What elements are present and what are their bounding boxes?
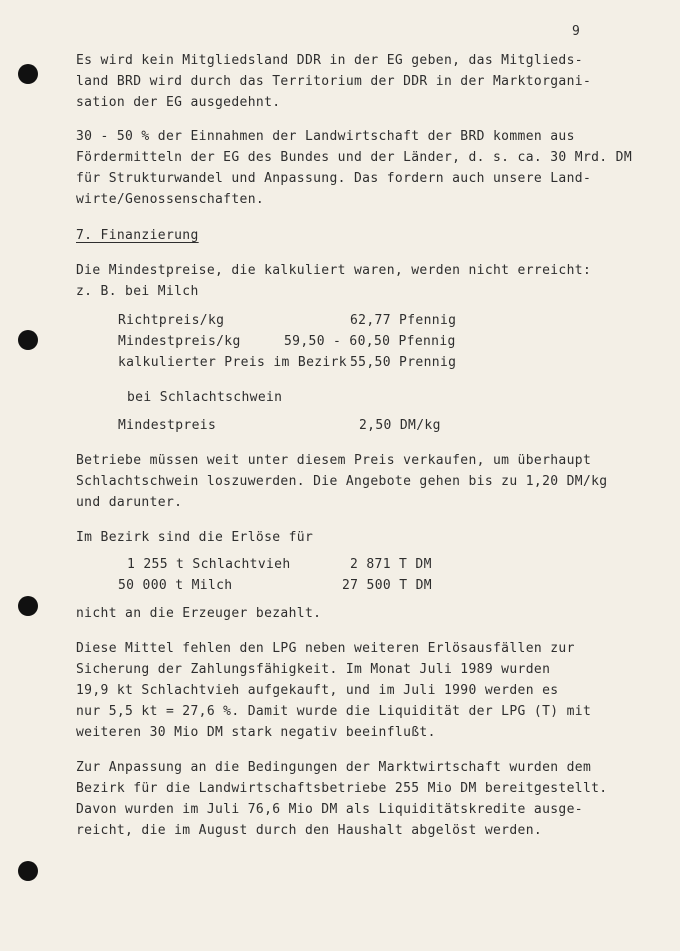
price-value: 59,50 - 60,50 Pfennig (284, 334, 456, 349)
paragraph-line: Fördermitteln der EG des Bundes und der Länder, d. s. ca. 30 Mrd. DM (76, 150, 633, 165)
paragraph-line: Sicherung der Zahlungsfähigkeit. Im Monat Juli 1989 wurden (76, 662, 551, 677)
paragraph-line: 19,9 kt Schlachtvieh aufgekauft, und im Juli 1990 werden es (76, 683, 559, 698)
price-label: Mindestpreis/kg (118, 334, 241, 349)
paragraph-line: Schlachtschwein loszuwerden. Die Angebote gehen bis zu 1,20 DM/kg (76, 474, 608, 489)
paragraph-line: 30 - 50 % der Einnahmen der Landwirtschaft der BRD kommen aus (76, 129, 575, 144)
price-label: kalkulierter Preis im Bezirk (118, 355, 347, 370)
paragraph-line: Diese Mittel fehlen den LPG neben weiteren Erlösausfällen zur (76, 641, 575, 656)
punch-hole (18, 861, 38, 881)
revenue-amount: 27 500 T DM (342, 578, 432, 593)
paragraph-line: Die Mindestpreise, die kalkuliert waren, werden nicht erreicht: (76, 263, 592, 278)
paragraph-line: land BRD wird durch das Territorium der DDR in der Marktorgani- (76, 74, 592, 89)
price-value: 2,50 DM/kg (359, 418, 441, 433)
punch-hole (18, 596, 38, 616)
paragraph-line: Bezirk für die Landwirtschaftsbetriebe 255 Mio DM bereitgestellt. (76, 781, 608, 796)
price-label: Richtpreis/kg (118, 313, 225, 328)
subsection-label: bei Schlachtschwein (127, 390, 283, 405)
page-number: 9 (572, 24, 581, 39)
paragraph-line: z. B. bei Milch (76, 284, 199, 299)
paragraph-line: nicht an die Erzeuger bezahlt. (76, 606, 322, 621)
revenue-quantity: 50 000 t Milch (118, 578, 233, 593)
paragraph-line: reicht, die im August durch den Haushalt abgelöst werden. (76, 823, 543, 838)
section-heading: 7. Finanzierung (76, 228, 199, 243)
paragraph-line: und darunter. (76, 495, 183, 510)
paragraph-line: Betriebe müssen weit unter diesem Preis verkaufen, um überhaupt (76, 453, 592, 468)
paragraph-line: sation der EG ausgedehnt. (76, 95, 281, 110)
paragraph-line: für Strukturwandel und Anpassung. Das fordern auch unsere Land- (76, 171, 592, 186)
paragraph-line: Im Bezirk sind die Erlöse für (76, 530, 314, 545)
revenue-amount: 2 871 T DM (350, 557, 432, 572)
punch-hole (18, 64, 38, 84)
paragraph-line: Davon wurden im Juli 76,6 Mio DM als Liquiditätskredite ausge- (76, 802, 583, 817)
paragraph-line: Es wird kein Mitgliedsland DDR in der EG geben, das Mitglieds- (76, 53, 583, 68)
revenue-quantity: 1 255 t Schlachtvieh (127, 557, 291, 572)
paragraph-line: nur 5,5 kt = 27,6 %. Damit wurde die Liquidität der LPG (T) mit (76, 704, 592, 719)
price-label: Mindestpreis (118, 418, 217, 433)
price-value: 62,77 Pfennig (350, 313, 457, 328)
paragraph-line: wirte/Genossenschaften. (76, 192, 265, 207)
price-value: 55,50 Prennig (350, 355, 457, 370)
paragraph-line: weiteren 30 Mio DM stark negativ beeinflußt. (76, 725, 436, 740)
paragraph-line: Zur Anpassung an die Bedingungen der Marktwirtschaft wurden dem (76, 760, 592, 775)
punch-hole (18, 330, 38, 350)
